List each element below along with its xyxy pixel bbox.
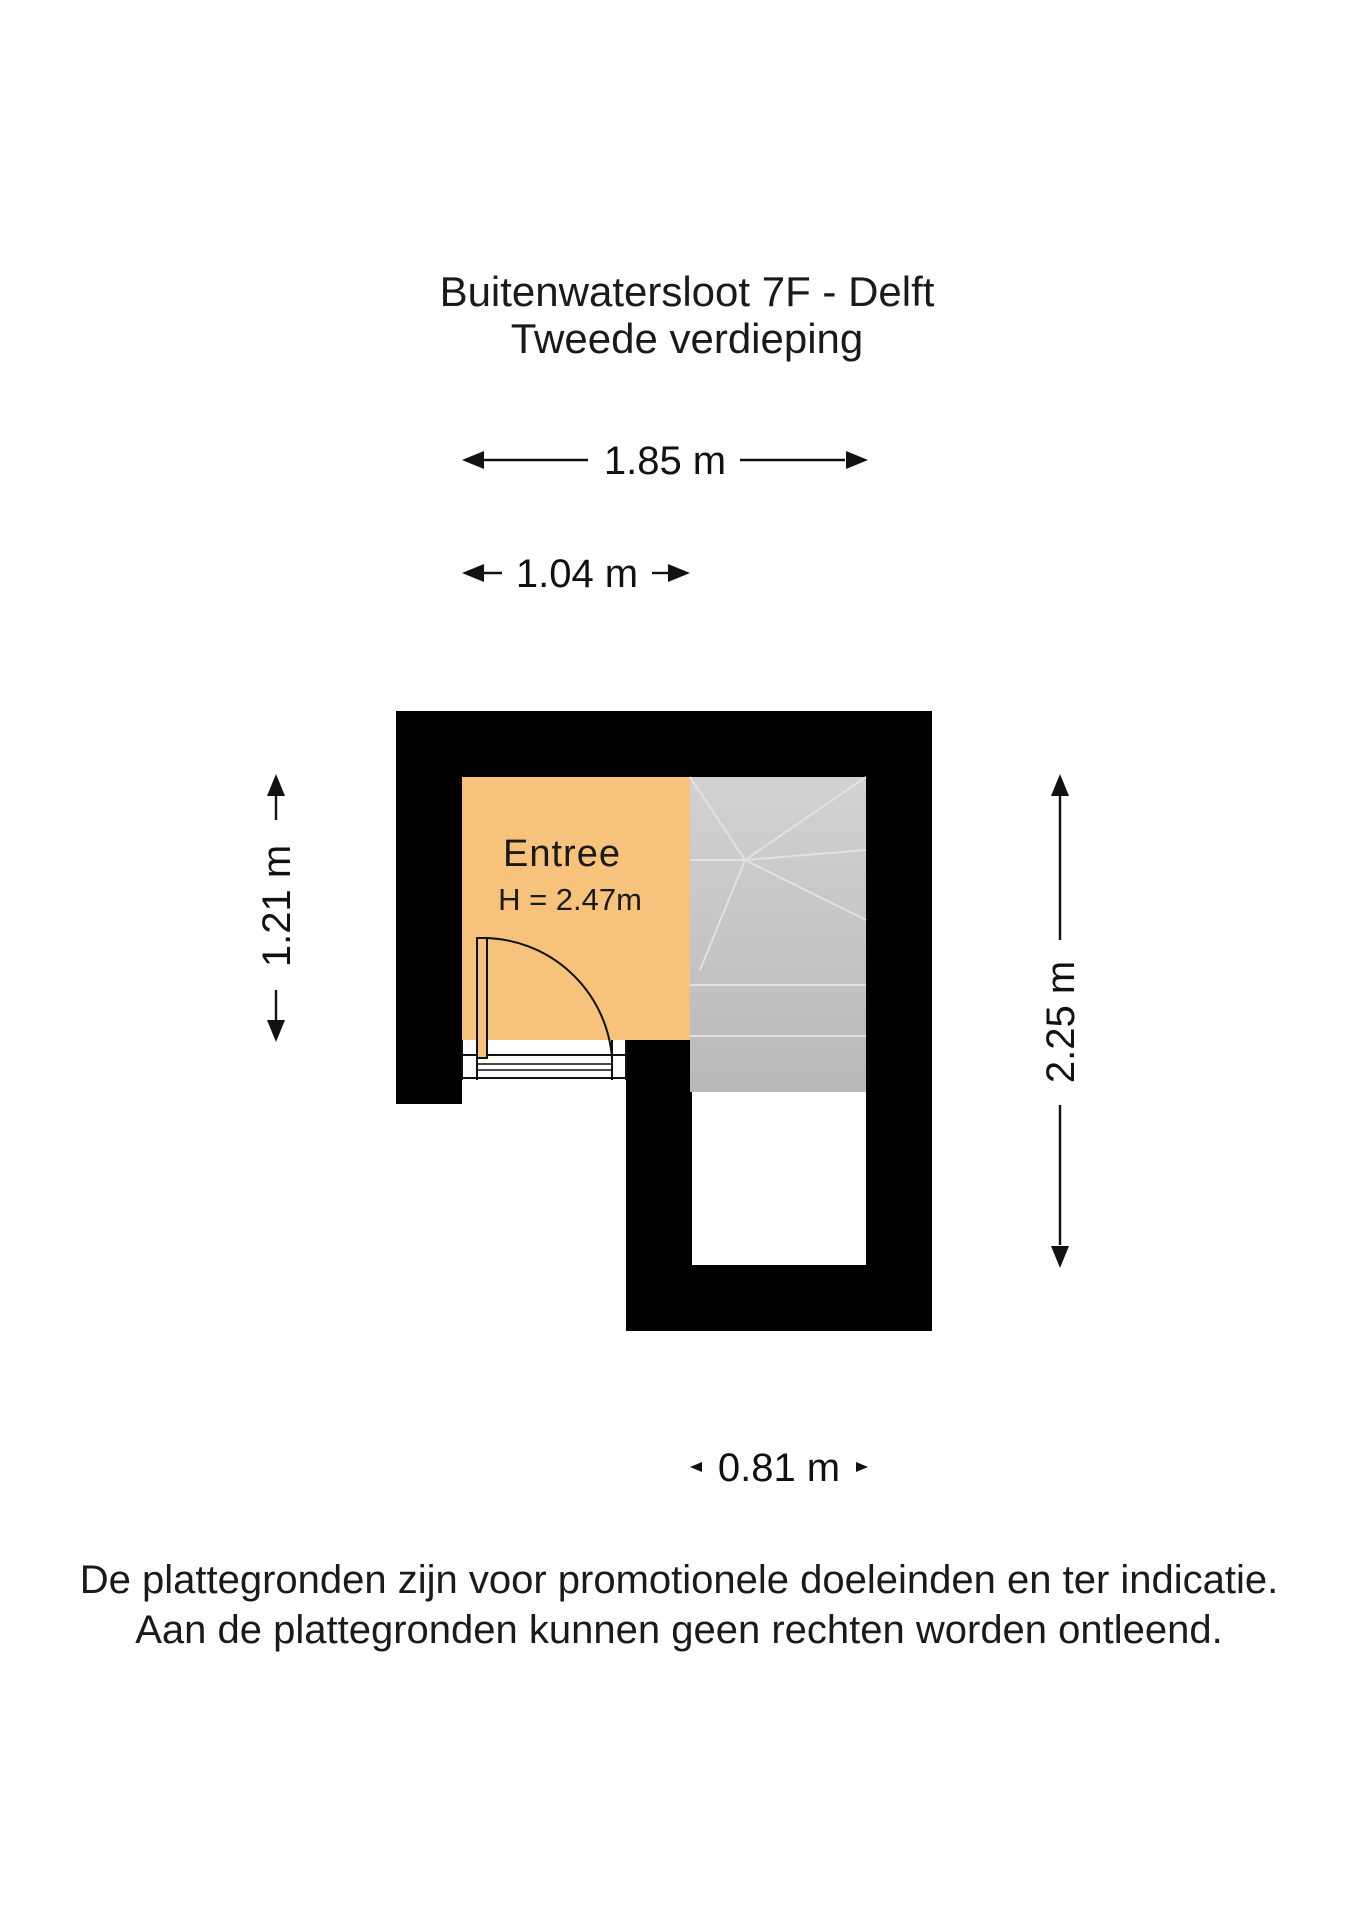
plan-floor-name: Tweede verdieping	[510, 315, 864, 362]
disclaimer-line-2: Aan de plattegronden kunnen geen rechten worden ontleend.	[135, 1608, 1223, 1652]
dimension-top-total-label: 1.85 m	[603, 439, 727, 483]
disclaimer-line-1: De plattegronden zijn voor promotionele doeleinden en ter indicatie.	[79, 1558, 1279, 1602]
dimension-left-height	[255, 774, 299, 1042]
dimension-top-partial	[462, 552, 690, 596]
room-entree-height: H = 2.47m	[498, 882, 642, 917]
dimension-top-total	[462, 439, 868, 483]
dimension-top-partial-label: 1.04 m	[515, 552, 639, 596]
dimension-bottom-width	[690, 1446, 868, 1490]
staircase	[690, 777, 866, 1092]
room-entree-name: Entree	[503, 833, 621, 875]
dimension-bottom-width-label: 0.81 m	[717, 1446, 841, 1490]
plan-address: Buitenwatersloot 7F - Delft	[439, 268, 935, 315]
dimension-left-height-label: 1.21 m	[255, 844, 299, 968]
dimension-right-height-label: 2.25 m	[1039, 960, 1083, 1084]
dimension-right-height	[1039, 774, 1083, 1268]
